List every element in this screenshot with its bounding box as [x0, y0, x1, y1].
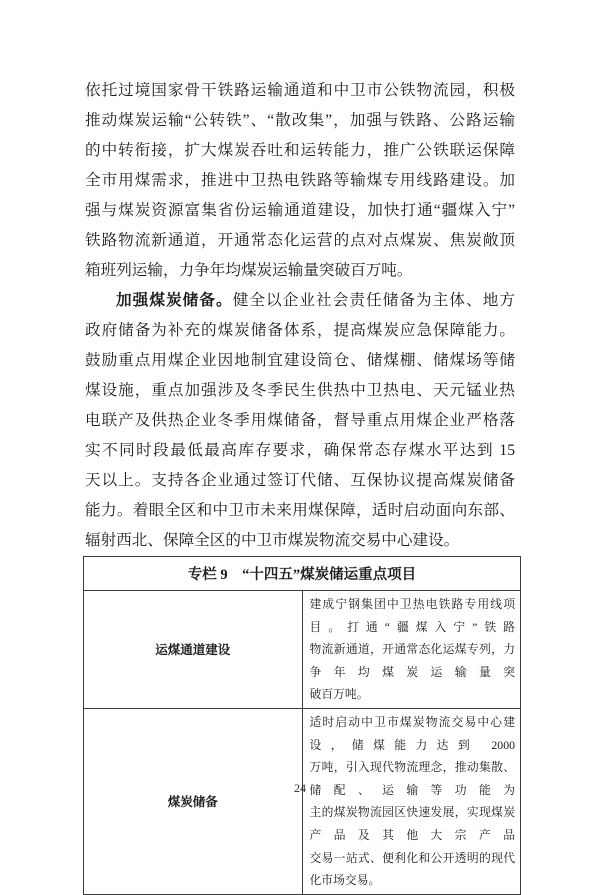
- table-content-line: 物流新通道，开通常态化运煤专列，力争年均煤炭运输量突: [309, 642, 515, 679]
- paragraph-line: 电联产及供热企业冬季用煤储备，督导重点用煤企业严格落: [85, 412, 515, 429]
- paragraph-line-rest: 健全以企业社会责任储备为主体、地方: [232, 292, 515, 309]
- project-table: [83, 556, 521, 895]
- table-row-content: [302, 708, 521, 894]
- table-row: [84, 591, 521, 709]
- table-title: 专栏 9 “十四五”煤炭储运重点项目: [84, 557, 521, 591]
- table-row-content: [302, 591, 521, 709]
- paragraph-line: 能力。着眼全区和中卫市未来用煤保障，适时启动面向东部、: [85, 502, 515, 519]
- paragraph-lead-bold: 加强煤炭储备。: [116, 292, 233, 309]
- paragraph-line: 政府储备为补充的煤炭储备体系，提高煤炭应急保障能力。: [85, 322, 515, 339]
- paragraph-line: 鼓励重点用煤企业因地制宜建设筒仓、储煤棚、储煤场等储: [85, 352, 515, 369]
- table-content-line: 主的煤炭物流园区快速发展，实现煤炭产品及其他大宗产品: [309, 805, 515, 842]
- table-row-label: 运煤通道建设: [84, 591, 303, 709]
- paragraph-line: 天以上。支持各企业通过签订代储、互保协议提高煤炭储备: [85, 472, 515, 489]
- paragraph-line: 铁路物流新通道，开通常态化运营的点对点煤炭、焦炭敞顶: [85, 232, 515, 249]
- body-text: [85, 76, 515, 556]
- paragraph-line: 箱班列运输，力争年均煤炭运输量突破百万吨。: [85, 262, 413, 279]
- paragraph-line: 依托过境国家骨干铁路运输通道和中卫市公铁物流园，积极: [85, 82, 515, 99]
- table-content-line: 适时启动中卫市煤炭物流交易中心建设，储煤能力达到 2000: [309, 714, 515, 752]
- paragraph-line: 实不同时段最低最高库存要求，确保常态存煤水平达到 15: [85, 442, 515, 459]
- table-row: [84, 708, 521, 894]
- table-title-row: [84, 557, 521, 591]
- table-content-line: 破百万吨。: [309, 687, 369, 702]
- paragraph-line: 的中转衔接，扩大煤炭吞吐和运转能力，推广公铁联运保障: [85, 142, 515, 159]
- paragraph-line: 推动煤炭运输“公转铁”、“散改集”，加强与铁路、公路运输: [85, 112, 515, 129]
- paragraph-line: [85, 286, 515, 316]
- table-row-label: 煤炭储备: [84, 708, 303, 894]
- table-content-line: 交易一站式、便利化和公开透明的现代化市场交易。: [309, 850, 515, 888]
- paragraph-line: 辐射西北、保障全区的中卫市煤炭物流交易中心建设。: [85, 532, 460, 549]
- page-number: 24: [294, 781, 306, 795]
- paragraph-line: 煤设施，重点加强涉及冬季民生供热中卫热电、天元锰业热: [85, 382, 515, 399]
- paragraph-line: 全市用煤需求，推进中卫热电铁路等输煤专用线路建设。加: [85, 172, 515, 189]
- paragraph-line: 强与煤炭资源富集省份运输通道建设，加快打通“疆煤入宁”: [85, 202, 515, 219]
- table-content-line: 建成宁钢集团中卫热电铁路专用线项目。打通“疆煤入宁”铁路: [309, 597, 515, 634]
- table-content-line: 万吨，引入现代物流理念，推动集散、储配、运输等功能为: [309, 760, 515, 797]
